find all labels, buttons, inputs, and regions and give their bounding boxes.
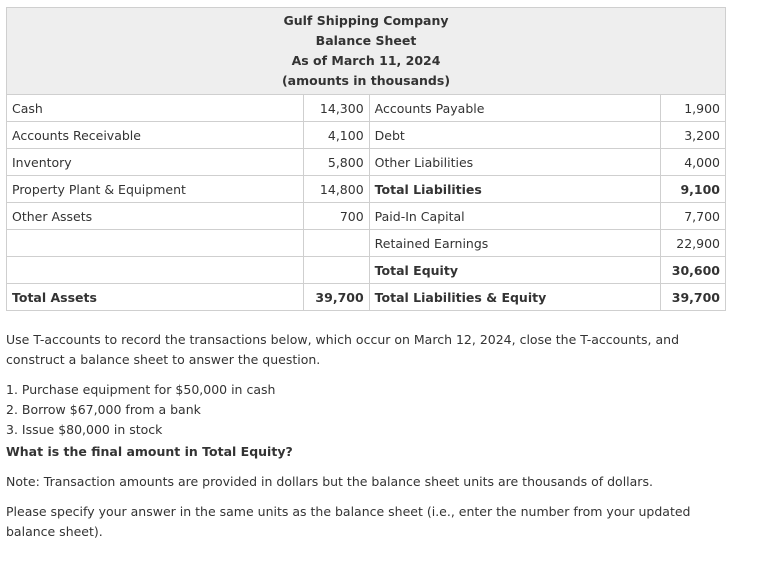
question-note: Note: Transaction amounts are provided in dollars but the balance sheet units are thousands of dollars. (6, 474, 653, 489)
liability-equity-value: 7,700 (660, 203, 725, 230)
asset-value (303, 257, 369, 284)
asset-label (7, 230, 304, 257)
asset-label: Accounts Receivable (7, 122, 304, 149)
company-name: Gulf Shipping Company (283, 13, 449, 28)
table-row (7, 95, 726, 122)
asset-value: 14,300 (303, 95, 369, 122)
transaction-list (6, 380, 706, 440)
total-assets-label: Total Assets (7, 284, 304, 311)
table-row (7, 230, 726, 257)
total-liabilities-equity-value: 39,700 (660, 284, 725, 311)
liability-equity-value: 3,200 (660, 122, 725, 149)
asset-value: 700 (303, 203, 369, 230)
table-row (7, 149, 726, 176)
total-equity-value: 30,600 (660, 257, 725, 284)
table-row (7, 203, 726, 230)
asset-label (7, 257, 304, 284)
table-row (7, 257, 726, 284)
liability-equity-value: 4,000 (660, 149, 725, 176)
asset-label: Other Assets (7, 203, 304, 230)
total-liabilities-label: Total Liabilities (369, 176, 660, 203)
balance-sheet-header-row (7, 8, 726, 95)
list-item: 1. Purchase equipment for $50,000 in cash (6, 382, 276, 397)
asset-value: 14,800 (303, 176, 369, 203)
balance-sheet-header (7, 8, 726, 95)
liability-equity-label: Other Liabilities (369, 149, 660, 176)
balance-sheet-table (6, 7, 726, 311)
table-row (7, 284, 726, 311)
asset-value: 4,100 (303, 122, 369, 149)
statement-title: Balance Sheet (315, 33, 417, 48)
total-liabilities-value: 9,100 (660, 176, 725, 203)
asset-label: Inventory (7, 149, 304, 176)
question-prompt: What is the final amount in Total Equity? (6, 444, 293, 459)
liability-equity-label: Accounts Payable (369, 95, 660, 122)
asset-label: Property Plant & Equipment (7, 176, 304, 203)
total-assets-value: 39,700 (303, 284, 369, 311)
liability-equity-label: Paid-In Capital (369, 203, 660, 230)
liability-equity-label: Debt (369, 122, 660, 149)
question-instruction: Please specify your answer in the same units as the balance sheet (i.e., enter the number from your updated balance sheet). (6, 504, 691, 539)
asset-value (303, 230, 369, 257)
statement-units: (amounts in thousands) (281, 73, 451, 88)
liability-equity-value: 22,900 (660, 230, 725, 257)
question-intro: Use T-accounts to record the transactions below, which occur on March 12, 2024, close the T-accounts, and construct a balance sheet to answer the question. (6, 332, 680, 367)
liability-equity-label: Retained Earnings (369, 230, 660, 257)
table-row (7, 122, 726, 149)
liability-equity-value: 1,900 (660, 95, 725, 122)
asset-label: Cash (7, 95, 304, 122)
statement-date: As of March 11, 2024 (291, 53, 441, 68)
list-item: 3. Issue $80,000 in stock (6, 422, 163, 437)
total-liabilities-equity-label: Total Liabilities & Equity (369, 284, 660, 311)
table-row (7, 176, 726, 203)
list-item: 2. Borrow $67,000 from a bank (6, 402, 201, 417)
total-equity-label: Total Equity (369, 257, 660, 284)
asset-value: 5,800 (303, 149, 369, 176)
question-section (6, 330, 706, 552)
